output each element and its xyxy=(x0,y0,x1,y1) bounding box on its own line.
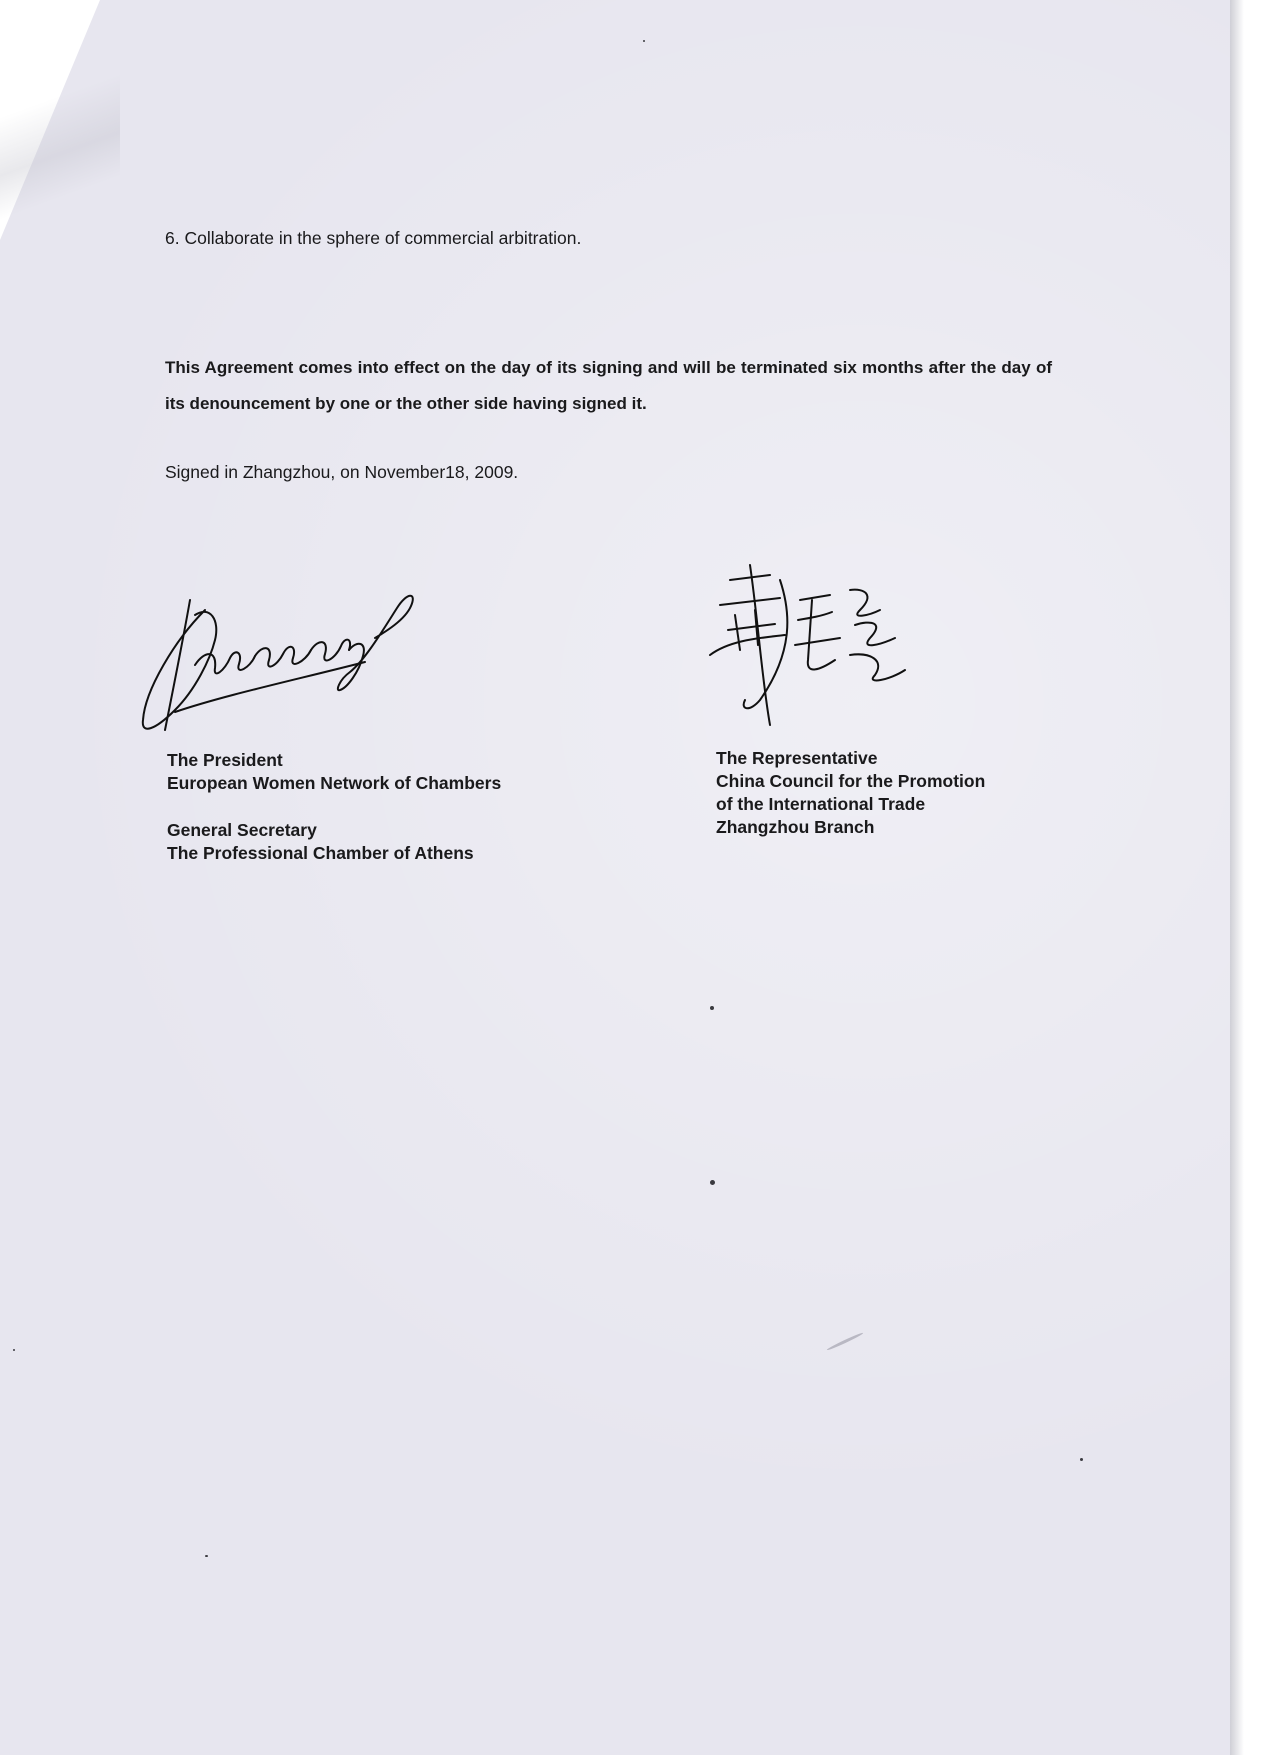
left-org-athens-chamber: The Professional Chamber of Athens xyxy=(167,843,474,863)
scan-speck xyxy=(826,1332,864,1352)
right-org-line-1: China Council for the Promotion xyxy=(716,771,986,791)
right-signatory xyxy=(716,747,985,839)
right-role-representative: The Representative xyxy=(716,748,878,768)
left-signatory-secondary xyxy=(167,819,474,865)
agreement-terms: This Agreement comes into effect on the day of its signing and will be terminated six months after the day of its denouncement by one or the other side having signed it. xyxy=(165,358,1052,413)
right-org-line-2: of the International Trade xyxy=(716,794,926,814)
scan-speck xyxy=(643,40,645,42)
left-role-president: The President xyxy=(167,750,283,770)
left-org-ewn: European Women Network of Chambers xyxy=(167,773,502,793)
scan-speck xyxy=(710,1180,715,1185)
page-edge-shadow xyxy=(1230,0,1244,1755)
scan-speck xyxy=(1080,1458,1083,1461)
scan-speck xyxy=(13,1349,15,1351)
scan-margin xyxy=(1230,0,1275,1755)
scan-speck xyxy=(710,1006,714,1010)
left-signature xyxy=(135,580,455,740)
left-signatory-primary xyxy=(167,749,501,795)
corner-shadow xyxy=(0,0,120,250)
left-role-general-secretary: General Secretary xyxy=(167,820,317,840)
signed-place-date: Signed in Zhangzhou, on November18, 2009. xyxy=(165,462,519,482)
scan-speck xyxy=(205,1555,208,1557)
clause-6: 6. Collaborate in the sphere of commercial arbitration. xyxy=(165,228,582,248)
right-org-line-3: Zhangzhou Branch xyxy=(716,817,875,837)
right-signature xyxy=(700,560,920,730)
